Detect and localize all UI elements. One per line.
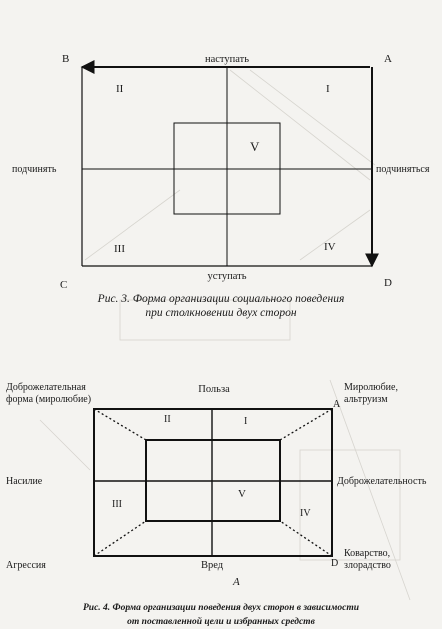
fig3-label-top: наступать (204, 54, 250, 65)
figure-4-caption-line-2: от поставленной цели и избранных средств (127, 617, 315, 627)
fig3-quadrant-iii: III (114, 243, 125, 255)
fig4-corner-a: A (333, 399, 341, 410)
figure-3-caption (0, 292, 442, 320)
figure-4-caption (0, 601, 442, 629)
fig4-label-top-left-2: форма (миролюбие) (6, 394, 92, 405)
fig4-label-bottom-right-2: злорадство (344, 560, 391, 571)
fig3-quadrant-ii: II (116, 83, 124, 95)
fig4-quadrant-ii: II (164, 414, 171, 425)
fig3-quadrant-v: V (250, 139, 260, 154)
fig3-corner-a: A (384, 53, 392, 65)
figure-3-caption-line-2: при столкновении двух сторон (145, 307, 297, 319)
fig4-quadrant-i: I (244, 416, 248, 427)
fig4-label-top-right-2: альтруизм (344, 394, 388, 405)
fig3-corner-b: B (62, 53, 70, 65)
fig4-bottom-mark: A (233, 576, 240, 588)
fig4-label-bottom-left: Агрессия (6, 560, 46, 571)
fig3-quadrant-iv: IV (324, 241, 336, 253)
fig4-quadrant-iv: IV (300, 508, 311, 519)
fig4-outer-rect (94, 409, 332, 556)
figure-4-caption-line-1: Рис. 4. Форма организации поведения двух сторон в зависимости (83, 603, 359, 613)
fig4-diagonals (94, 409, 332, 556)
fig4-label-left: Насилие (6, 476, 43, 487)
figure-3-caption-line-1: Рис. 3. Форма организации социального поведения (97, 293, 345, 305)
fig3-quadrant-i: I (326, 83, 330, 95)
fig3-label-bottom: уступать (207, 271, 247, 282)
fig4-label-top-right-1: Миролюбие, (344, 382, 398, 393)
fig3-corner-c: C (60, 279, 68, 291)
fig4-label-bottom: Вред (200, 560, 224, 571)
fig4-label-top-left-1: Доброжелательная (6, 382, 86, 393)
fig3-label-left: подчинять (12, 164, 57, 175)
fig4-label-bottom-right-1: Коварство, (344, 548, 391, 559)
fig4-label-right: Доброжелательность (337, 476, 427, 487)
fig4-quadrant-iii: III (112, 499, 122, 510)
fig4-quadrant-v: V (238, 488, 246, 500)
figure-4 (6, 382, 427, 588)
fig3-corner-d: D (384, 277, 392, 289)
fig4-corner-d: D (331, 558, 339, 569)
fig3-label-right: подчиняться (376, 164, 430, 175)
figure-3 (12, 53, 430, 291)
fig4-label-top: Польза (198, 384, 230, 395)
